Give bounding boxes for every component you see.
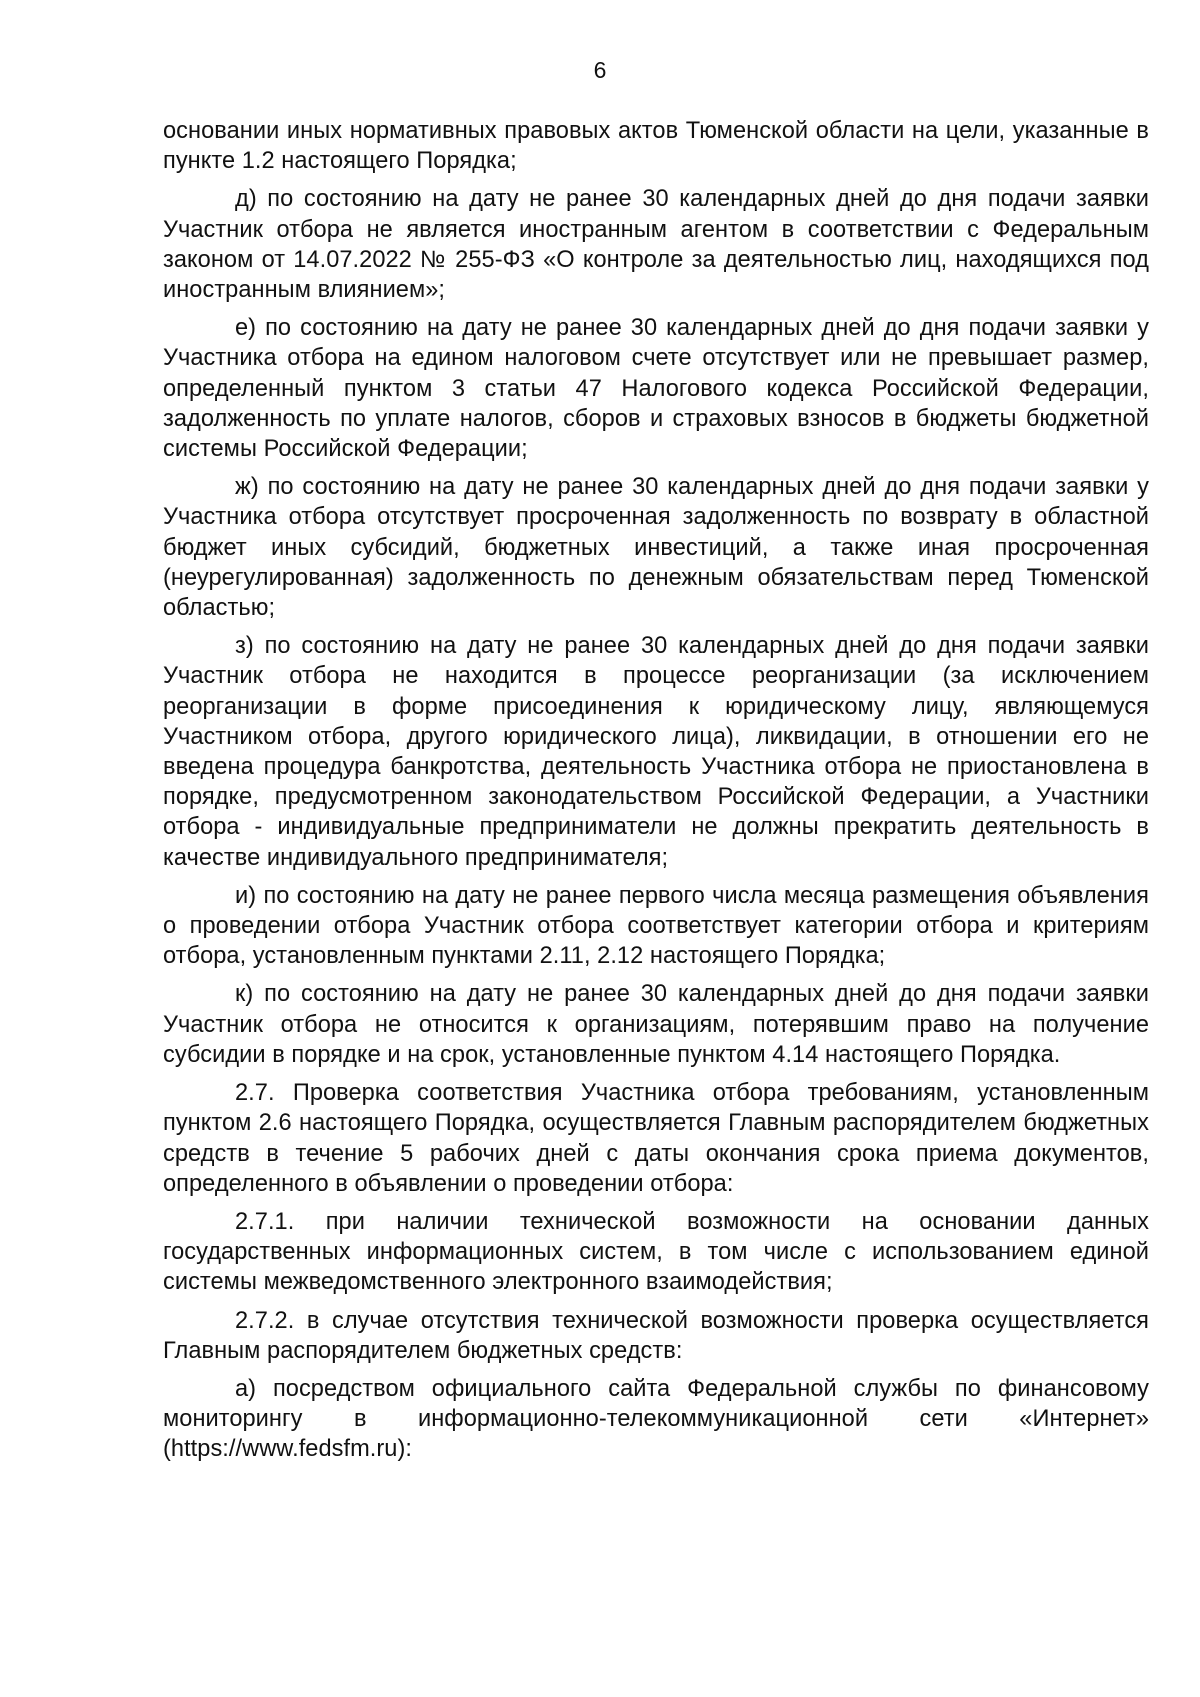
- paragraph-item-d: д) по состоянию на дату не ранее 30 календарных дней до дня подачи заявки Участник отбора не является иностранным агентом в соответствии с Федеральным законом от 14.07.2022 № 255-ФЗ «О контроле за деятельностью лиц, находящихся под иностранным влиянием»;: [163, 186, 1149, 304]
- paragraph-section-2-7-1: 2.7.1. при наличии технической возможности на основании данных государственных информационных систем, в том числе с использованием единой системы межведомственного электронного взаимодействия;: [163, 1208, 1149, 1296]
- paragraph-item-z: з) по состоянию на дату не ранее 30 календарных дней до дня подачи заявки Участник отбора не находится в процессе реорганизации (за исключением реорганизации в форме присоединения к юридическому лицу, являющемуся Участником отбора, другого юридического лица), ликвидации, в отношении его не введена процедура банкротства, деятельность Участника отбора не приостановлена в порядке, предусмотренном законодательством Российской Федерации, а Участники отбора - индивидуальные предприниматели не должны прекратить деятельность в качестве индивидуального предпринимателя;: [163, 633, 1149, 871]
- document-body: [163, 116, 1149, 1473]
- paragraph-section-2-7-2: 2.7.2. в случае отсутствия технической возможности проверка осуществляется Главным распорядителем бюджетных средств:: [163, 1307, 1149, 1364]
- paragraph-item-a: а) посредством официального сайта Федеральной службы по финансовому мониторингу в информационно-телекоммуникационной сети «Интернет» (https://www.fedsfm.ru):: [163, 1375, 1149, 1463]
- paragraph-item-e: е) по состоянию на дату не ранее 30 календарных дней до дня подачи заявки у Участника отбора на едином налоговом счете отсутствует или не превышает размер, определенный пунктом 3 статьи 47 Налогового кодекса Российской Федерации, задолженность по уплате налогов, сборов и страховых взносов в бюджеты бюджетной системы Российской Федерации;: [163, 315, 1149, 463]
- paragraph-item-zh: ж) по состоянию на дату не ранее 30 календарных дней до дня подачи заявки у Участника отбора отсутствует просроченная задолженность по возврату в областной бюджет иных субсидий, бюджетных инвестиций, а также иная просроченная (неурегулированная) задолженность по денежным обязательствам перед Тюменской областью;: [163, 474, 1149, 622]
- paragraph-item-i: и) по состоянию на дату не ранее первого числа месяца размещения объявления о проведении отбора Участник отбора соответствует категории отбора и критериям отбора, установленным пунктами 2.11, 2.12 настоящего Порядка;: [163, 882, 1149, 970]
- paragraph-continuation: основании иных нормативных правовых актов Тюменской области на цели, указанные в пункте 1.2 настоящего Порядка;: [163, 118, 1149, 175]
- paragraph-item-k: к) по состоянию на дату не ранее 30 календарных дней до дня подачи заявки Участник отбора не относится к организациям, потерявшим право на получение субсидии в порядке и на срок, установленные пунктом 4.14 настоящего Порядка.: [163, 981, 1149, 1068]
- page-number: 6: [593, 57, 607, 83]
- paragraph-section-2-7: 2.7. Проверка соответствия Участника отбора требованиям, установленным пунктом 2.6 настоящего Порядка, осуществляется Главным распорядителем бюджетных средств в течение 5 рабочих дней с даты окончания срока приема документов, определенного в объявлении о проведении отбора:: [163, 1080, 1149, 1197]
